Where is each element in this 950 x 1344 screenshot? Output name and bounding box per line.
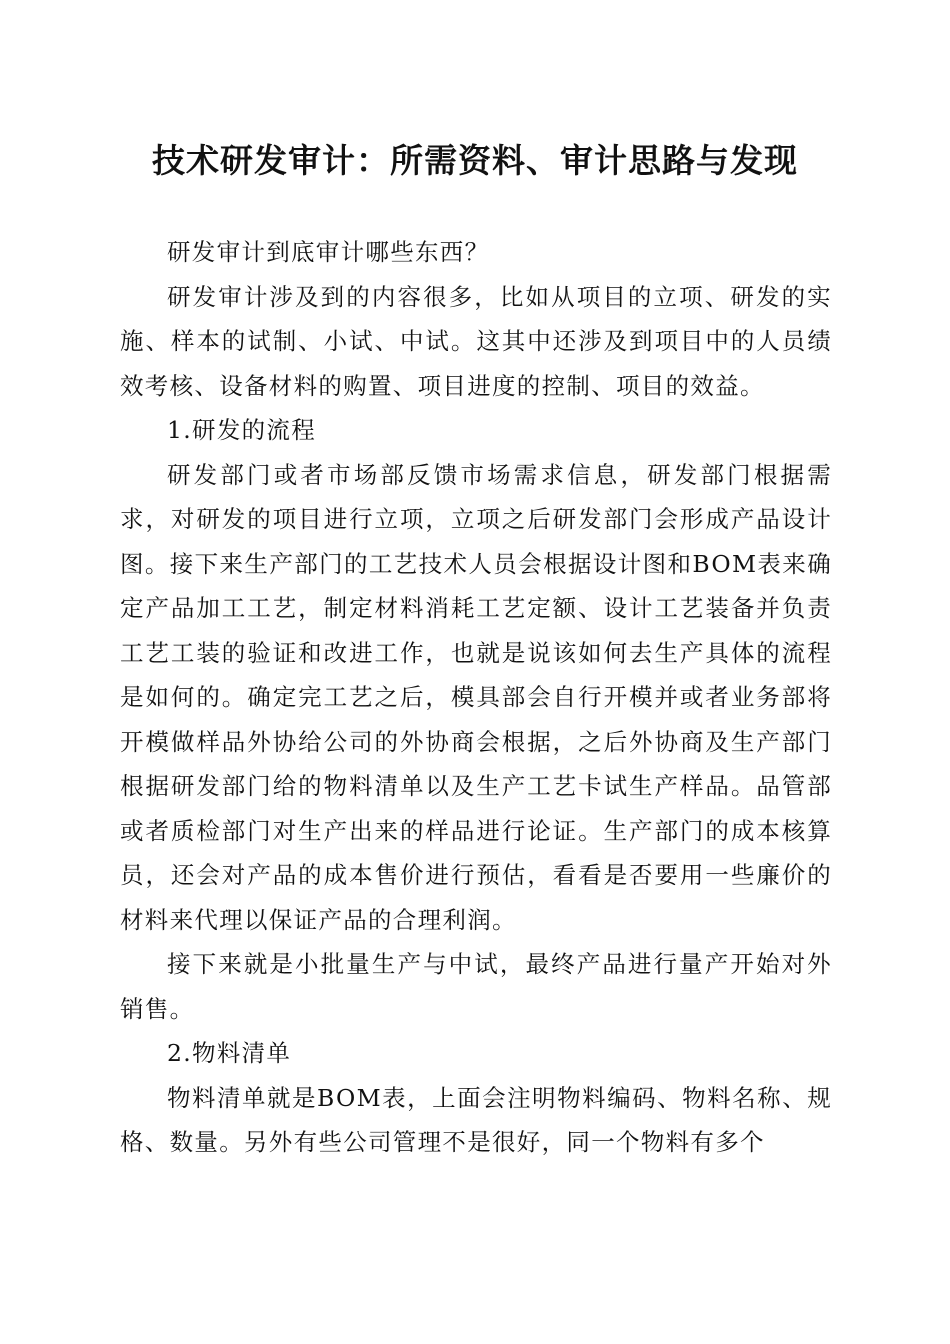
section-heading-process: 1.研发的流程 <box>167 416 317 444</box>
document-body <box>120 230 832 1165</box>
intro-paragraph: 研发审计涉及到的内容很多，比如从项目的立项、研发的实施、样本的试制、小试、中试。这其中还涉及到项目中的人员绩效考核、设备材料的购置、项目进度的控制、项目的效益。 <box>120 282 832 400</box>
section-heading-bom: 2.物料清单 <box>167 1039 292 1067</box>
document-title: 技术研发审计：所需资料、审计思路与发现 <box>152 141 798 180</box>
question-paragraph: 研发审计到底审计哪些东西？ <box>167 238 490 266</box>
production-paragraph: 接下来就是小批量生产与中试，最终产品进行量产开始对外销售。 <box>120 950 832 1023</box>
process-paragraph: 研发部门或者市场部反馈市场需求信息，研发部门根据需求，对研发的项目进行立项，立项之后研发部门会形成产品设计图。接下来生产部门的工艺技术人员会根据设计图和BOM表来确定产品加工工艺，制定材料消耗工艺定额、设计工艺装备并负责工艺工装的验证和改进工作，也就是说该如何去生产具体的流程是如何的。确定完工艺之后，模具部会自行开模并或者业务部将开模做样品外协给公司的外协商会根据，之后外协商及生产部门根据研发部门给的物料清单以及生产工艺卡试生产样品。品管部或者质检部门对生产出来的样品进行论证。生产部门的成本核算员，还会对产品的成本售价进行预估，看看是否要用一些廉价的材料来代理以保证产品的合理利润。 <box>120 460 832 934</box>
bom-paragraph: 物料清单就是BOM表，上面会注明物料编码、物料名称、规格、数量。另外有些公司管理不是很好，同一个物料有多个 <box>120 1083 832 1156</box>
